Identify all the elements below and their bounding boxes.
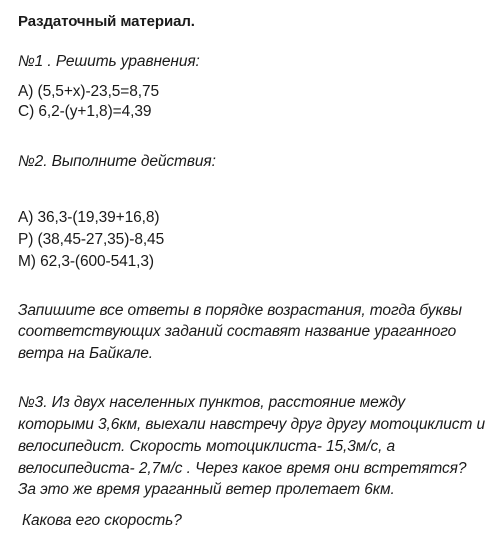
task3-line-1: №3. Из двух населенных пунктов, расстояние между (18, 394, 406, 411)
task1-equation-a: А) (5,5+x)-23,5=8,75 (18, 83, 160, 100)
task1-equation-c: С) 6,2-(y+1,8)=4,39 (18, 103, 152, 120)
document-title: Раздаточный материал. (18, 13, 195, 30)
task3-question: Какова его скорость? (22, 512, 182, 529)
task3-line-5: За это же время ураганный ветер пролетает 6км. (18, 481, 395, 498)
task3-line-4: велосипедиста- 2,7м/с . Через какое время они встретятся? (18, 460, 467, 477)
task1-heading: №1 . Решить уравнения: (18, 53, 200, 70)
task3-line-2: которыми 3,6км, выехали навстречу друг другу мотоциклист и (18, 416, 485, 433)
instruction-line-1: Запишите все ответы в порядке возрастания, тогда буквы (18, 302, 462, 319)
task3-line-3: велосипедист. Скорость мотоциклиста- 15,3м/с, а (18, 438, 396, 455)
instruction-line-2: соответствующих заданий составят название ураганного (18, 323, 457, 340)
task2-expression-r: Р) (38,45-27,35)-8,45 (18, 231, 165, 248)
task2-expression-a: А) 36,3-(19,39+16,8) (18, 209, 160, 226)
task2-heading: №2. Выполните действия: (18, 153, 216, 170)
task2-expression-m: М) 62,3-(600-541,3) (18, 253, 154, 270)
instruction-line-3: ветра на Байкале. (18, 345, 153, 362)
